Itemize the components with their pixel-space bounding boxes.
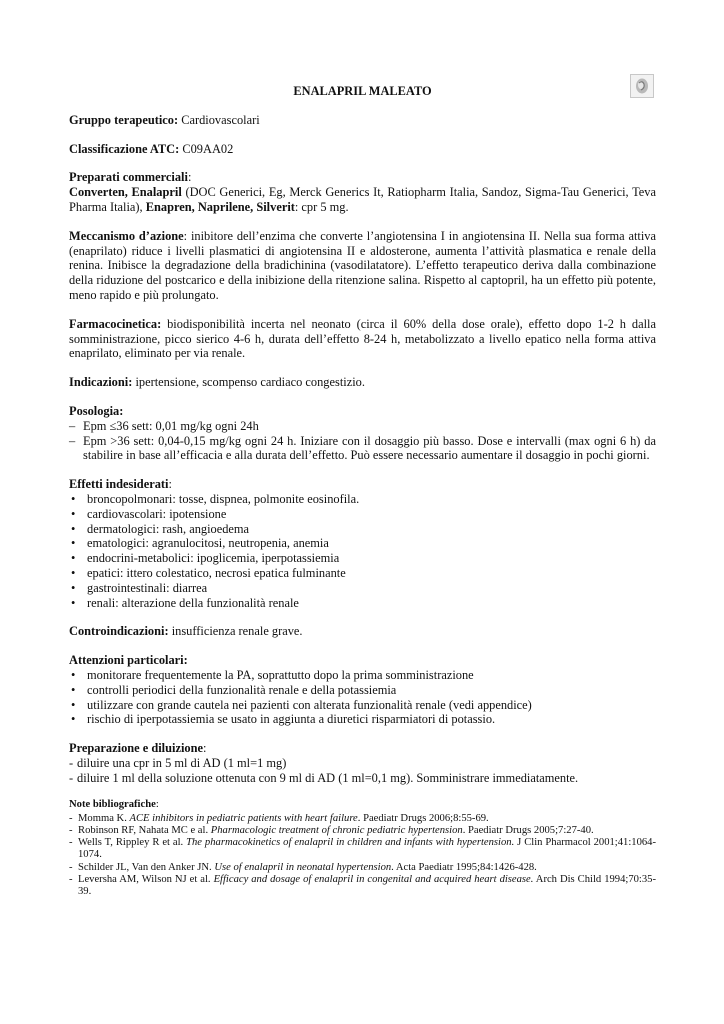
- preparazione-label: Preparazione e diluizione: [69, 741, 203, 756]
- list-item: • rischio di iperpotassiemia se usato in aggiunta a diuretici risparmiatori di potassio.: [69, 712, 656, 727]
- atc-label: Classificazione ATC:: [69, 141, 180, 156]
- reference-authors: Robinson RF, Nahata MC e al.: [78, 824, 211, 836]
- meccanismo-section: [69, 229, 656, 303]
- reference-title: ACE inhibitors in pediatric patients with heart failure: [129, 812, 358, 824]
- list-item: – Epm >36 sett: 0,04-0,15 mg/kg ogni 24 h. Iniziare con il dosaggio più basso. Dose e intervalli (max ogni 6 h) da stabilire in base all’efficacia e alla durata dell’effetto. Può essere necessario aumentare il dosaggio in pochi giorni.: [69, 434, 656, 464]
- meccanismo-label: Meccanismo d’azione: [69, 228, 184, 243]
- effetti-label: Effetti indesiderati: [69, 477, 169, 492]
- effetti-colon: :: [168, 477, 172, 492]
- reference-source: . Paediatr Drugs 2006;8:55-69.: [357, 812, 489, 824]
- list-item: • ematologici: agranulocitosi, neutropenia, anemia: [69, 536, 656, 551]
- reference-item: [69, 825, 656, 837]
- attenzioni-label: Attenzioni particolari:: [69, 653, 188, 668]
- posologia-section: [69, 404, 656, 463]
- meccanismo-text: : inibitore dell’enzima che converte l’angiotensina I in angiotensina II. Nella sua forma attiva (enaprilato) riduce i livelli plasmatici di angiotensina II e aldosterone, aumenta l’attività plasmatica e renale della renina. Inibisce la degradazione della bradichinina (vasodilatatore). L’effetto terapeutico deriva dalla combinazione della riduzione del postcarico e della inibizione della ritenzione salina. Rispetto al captopril, ha un effetto più potente, meno rapido e più prolungato.: [69, 228, 656, 302]
- atc-value: C09AA02: [179, 141, 234, 156]
- indicazioni-label: Indicazioni:: [69, 375, 133, 390]
- reference-authors: Wells T, Rippley R et al.: [78, 837, 187, 849]
- preparati-colon: :: [187, 170, 192, 185]
- reference-title: Use of enalapril in neonatal hypertension: [214, 861, 392, 873]
- note-section: [69, 799, 656, 898]
- list-item: - diluire una cpr in 5 ml di AD (1 ml=1 mg): [69, 756, 656, 771]
- list-item: • gastrointestinali: diarrea: [69, 581, 656, 596]
- reference-authors: Schilder JL, Van den Anker JN.: [78, 861, 215, 873]
- reference-item: [69, 837, 656, 861]
- reference-item: [69, 862, 656, 874]
- posologia-label: Posologia:: [69, 403, 124, 418]
- farmacocinetica-label: Farmacocinetica:: [69, 316, 162, 331]
- list-item: – Epm ≤36 sett: 0,01 mg/kg ogni 24h: [69, 419, 656, 434]
- preparati-label: Preparati commerciali: [69, 170, 188, 185]
- attenzioni-list: [69, 668, 656, 727]
- posologia-list: [69, 419, 656, 463]
- reference-title: Pharmacologic treatment of chronic pediatric hypertension: [210, 824, 463, 836]
- gruppo-value: Cardiovascolari: [178, 112, 260, 127]
- list-item: • cardiovascolari: ipotensione: [69, 507, 656, 522]
- reference-source: J Clin Pharmacol 2001;41:1064-1074.: [78, 837, 656, 861]
- note-colon: :: [155, 799, 159, 811]
- page-title: ENALAPRIL MALEATO: [293, 84, 432, 98]
- farmacocinetica-text: biodisponibilità incerta nel neonato (circa il 60% della dose orale), effetto dopo 1-2 h dalla somministrazione, picco sierico 4-6 h, durata dell’effetto 8-24 h, metabolizzato a livello epatico nella forma attiva enaprilato, eliminato per via renale.: [69, 316, 656, 361]
- atc-section: [69, 142, 656, 157]
- preparati-brands-2: Enapren, Naprilene, Silverit: [145, 199, 295, 214]
- note-label: Note bibliografiche: [69, 799, 156, 811]
- list-item: • utilizzare con grande cautela nei pazienti con alterata funzionalità renale (vedi appendice): [69, 698, 656, 713]
- effetti-list: [69, 492, 656, 610]
- list-item: • controlli periodici della funzionalità renale e della potassiemia: [69, 683, 656, 698]
- farmacocinetica-section: [69, 317, 656, 361]
- list-item: - diluire 1 ml della soluzione ottenuta con 9 ml di AD (1 ml=0,1 mg). Somministrare immediatamente.: [69, 771, 656, 786]
- reference-source: . Paediatr Drugs 2005;7:27-40.: [462, 824, 594, 836]
- reference-title: Efficacy and dosage of enalapril in congenital and acquired heart disease.: [213, 873, 534, 885]
- reference-source: . Acta Paediatr 1995;84:1426-428.: [391, 861, 537, 873]
- list-item: • broncopolmonari: tosse, dispnea, polmonite eosinofila.: [69, 492, 656, 507]
- preparazione-colon: :: [203, 741, 207, 756]
- preparati-brands-1: Converten, Enalapril: [69, 185, 182, 200]
- reference-authors: Leversha AM, Wilson NJ et al.: [78, 873, 214, 885]
- indicazioni-text: ipertensione, scompenso cardiaco congestizio.: [132, 375, 365, 390]
- preparati-section: [69, 170, 656, 214]
- reference-item: [69, 813, 656, 825]
- list-item: • monitorare frequentemente la PA, soprattutto dopo la prima somministrazione: [69, 668, 656, 683]
- reference-source: Arch Dis Child 1994;70:35-39.: [78, 873, 656, 897]
- reference-item: [69, 874, 656, 898]
- gruppo-label: Gruppo terapeutico:: [69, 112, 179, 127]
- effetti-section: [69, 477, 656, 610]
- controindicazioni-text: insufficienza renale grave.: [168, 624, 303, 639]
- reference-title: The pharmacokinetics of enalapril in children and infants with hypertension.: [186, 837, 515, 849]
- preparati-form: : cpr 5 mg.: [294, 199, 349, 214]
- list-item: • renali: alterazione della funzionalità renale: [69, 596, 656, 611]
- gruppo-section: [69, 113, 656, 128]
- note-list: [69, 813, 656, 898]
- document-page: [69, 84, 656, 898]
- preparati-generics: (DOC Generici, Eg, Merck Generics It, Ratiopharm Italia, Sandoz, Sigma-Tau Generici, Teva Pharma Italia),: [69, 185, 656, 214]
- preparazione-section: [69, 741, 656, 785]
- list-item: • dermatologici: rash, angioedema: [69, 522, 656, 537]
- indicazioni-section: [69, 375, 656, 390]
- reference-authors: Momma K.: [78, 812, 130, 824]
- list-item: • endocrini-metabolici: ipoglicemia, iperpotassiemia: [69, 551, 656, 566]
- controindicazioni-section: [69, 624, 656, 639]
- controindicazioni-label: Controindicazioni:: [69, 624, 169, 639]
- attenzioni-section: [69, 653, 656, 727]
- list-item: • epatici: ittero colestatico, necrosi epatica fulminante: [69, 566, 656, 581]
- preparazione-list: [69, 756, 656, 786]
